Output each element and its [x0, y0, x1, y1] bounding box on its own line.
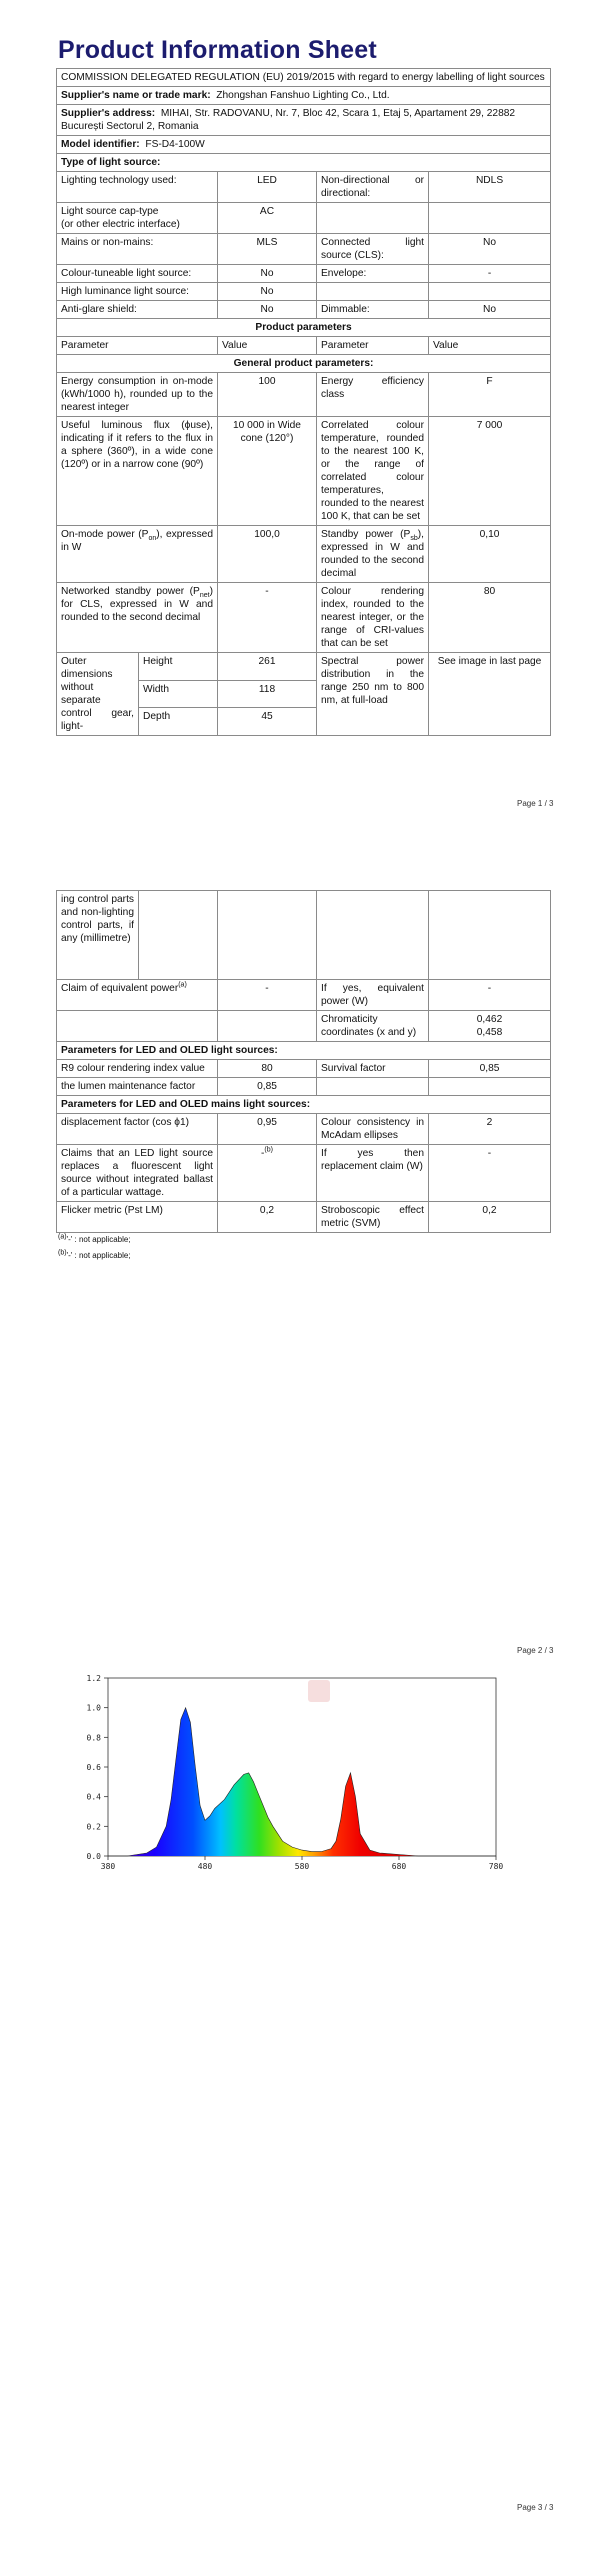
cct-label: Correlated colour temperature, rounded to the nearest 100 K, or the range of correlated colour temperatures, rounded to the nearest 100 K, that can be set	[317, 417, 429, 526]
replacement-value: -	[429, 1145, 551, 1202]
displacement-value: 0,95	[218, 1114, 317, 1145]
x-tick-label: 780	[488, 1862, 504, 1871]
page-number-2: Page 2 / 3	[517, 1646, 554, 1655]
y-tick-label: 0.2	[86, 1822, 101, 1832]
table-row	[57, 1060, 551, 1078]
networked-standby-value: -	[218, 583, 317, 653]
table-row	[57, 653, 551, 681]
column-header-parameter-2: Parameter	[317, 337, 429, 355]
dimensions-label: Outer dimensions without separate control gear, light-	[57, 653, 139, 736]
type-heading: Type of light source:	[57, 154, 551, 172]
x-tick-label: 480	[197, 1862, 213, 1871]
standby-power-label: Standby power $(P_{sb})$, expressed in W and rounded to the second decimal	[317, 526, 429, 583]
table-row	[57, 203, 551, 234]
cap-type-sublabel: (or other electric interface)	[61, 219, 180, 230]
mains-label: Mains or non-mains:	[57, 234, 218, 265]
spectral-power-chart	[60, 1668, 530, 1878]
replacement-label: If yes then replacement claim (W)	[317, 1145, 429, 1202]
lighting-tech-value: LED	[218, 172, 317, 203]
table-row	[57, 417, 551, 526]
luminous-flux-value: 10 000 in Wide cone (120°)	[218, 417, 317, 526]
product-params-heading: Product parameters	[57, 319, 551, 337]
survival-value: 0,85	[429, 1060, 551, 1078]
table-row	[57, 234, 551, 265]
r9-label: R9 colour rendering index value	[57, 1060, 218, 1078]
r9-value: 80	[218, 1060, 317, 1078]
cri-label: Colour rendering index, rounded to the nearest integer, or the range of CRI-values that can be set	[317, 583, 429, 653]
regulation-row	[57, 69, 551, 87]
cls-value: No	[429, 234, 551, 265]
x-tick-label: 580	[294, 1862, 310, 1871]
if-yes-power-label: If yes, equivalent power (W)	[317, 980, 429, 1011]
envelope-value: -	[429, 265, 551, 283]
led-params-heading: Parameters for LED and OLED light sources:	[57, 1042, 551, 1060]
equivalent-power-label: Claim of equivalent power$^{(a)}$	[57, 980, 218, 1011]
envelope-label: Envelope:	[317, 265, 429, 283]
cct-value: 7 000	[429, 417, 551, 526]
chromaticity-values	[429, 1011, 551, 1042]
general-params-heading: General product parameters:	[57, 355, 551, 373]
y-tick-label: 1.0	[86, 1703, 101, 1713]
energy-class-value: F	[429, 373, 551, 417]
flicker-label: Flicker metric (Pst LM)	[57, 1202, 218, 1233]
colour-consistency-label: Colour consistency in McAdam ellipses	[317, 1114, 429, 1145]
supplier-name-row	[57, 87, 551, 105]
table-row	[57, 980, 551, 1011]
stroboscopic-label: Stroboscopic effect metric (SVM)	[317, 1202, 429, 1233]
dimmable-label: Dimmable:	[317, 301, 429, 319]
supplier-name-label: Supplier's name or trade mark:	[61, 90, 211, 101]
spectral-label: Spectral power distribution in the range 250 nm to 800 nm, at full-load	[317, 653, 429, 736]
depth-label: Depth	[139, 708, 218, 736]
colour-tuneable-value: No	[218, 265, 317, 283]
y-tick-label: 0.0	[86, 1852, 101, 1861]
energy-consumption-value: 100	[218, 373, 317, 417]
high-luminance-label: High luminance light source:	[57, 283, 218, 301]
table-row	[57, 301, 551, 319]
luminous-flux-label: Useful luminous flux (ϕuse), indicating if it refers to the flux in a sphere (360º), in a wide cone (120º) or in a narrow cone (90º)	[57, 417, 218, 526]
supplier-address: MIHAI, Str. RADOVANU, Nr. 7, Bloc 42, Scara 1, Etaj 5, Apartament 29, 22882 București Sectorul 2, Romania	[61, 108, 516, 132]
non-directional-value: NDLS	[429, 172, 551, 203]
mains-params-heading: Parameters for LED and OLED mains light sources:	[57, 1096, 551, 1114]
claims-label: Claims that an LED light source replaces a fluorescent light source without integrated ballast of a particular wattage.	[57, 1145, 218, 1202]
lumen-maintenance-value: 0,85	[218, 1078, 317, 1096]
page-number-3: Page 3 / 3	[517, 2503, 554, 2512]
supplier-name: Zhongshan Fanshuo Lighting Co., Ltd.	[216, 90, 390, 101]
info-table-page2	[56, 890, 551, 1233]
energy-consumption-label: Energy consumption in on-mode (kWh/1000 h), rounded up to the nearest integer	[57, 373, 218, 417]
spd-area	[108, 1708, 496, 1856]
energy-class-label: Energy efficiency class	[317, 373, 429, 417]
survival-label: Survival factor	[317, 1060, 429, 1078]
on-mode-power-label: On-mode power $(P_{on})$, expressed in W	[57, 526, 218, 583]
lumen-maintenance-label: the lumen maintenance factor	[57, 1078, 218, 1096]
cls-label: Connected light source (CLS):	[317, 234, 429, 265]
table-row	[57, 891, 551, 980]
equivalent-power-value: -	[218, 980, 317, 1011]
y-tick-label: 0.8	[86, 1733, 101, 1743]
y-tick-label: 1.2	[86, 1674, 101, 1683]
table-row	[57, 1078, 551, 1096]
width-value: 118	[218, 680, 317, 708]
colour-consistency-value: 2	[429, 1114, 551, 1145]
spectral-value: See image in last page	[429, 653, 551, 736]
info-table-page1	[56, 68, 551, 736]
claims-value: -$^{(b)}$	[218, 1145, 317, 1202]
supplier-address-label: Supplier's address:	[61, 108, 156, 119]
table-row	[57, 1011, 551, 1042]
height-label: Height	[139, 653, 218, 681]
chromaticity-label: Chromaticity coordinates (x and y)	[317, 1011, 429, 1042]
non-directional-label: Non-directional or directional:	[317, 172, 429, 203]
colour-tuneable-label: Colour-tuneable light source:	[57, 265, 218, 283]
cap-type-value: AC	[218, 203, 317, 234]
table-row	[57, 1114, 551, 1145]
table-row	[57, 583, 551, 653]
column-header-value: Value	[218, 337, 317, 355]
dimmable-value: No	[429, 301, 551, 319]
regulation-text: COMMISSION DELEGATED REGULATION (EU) 2019/2015 with regard to energy labelling of light sources	[57, 69, 551, 87]
displacement-label: displacement factor (cos ϕ1)	[57, 1114, 218, 1145]
mains-value: MLS	[218, 234, 317, 265]
page2-table-container	[56, 890, 550, 1233]
flicker-value: 0,2	[218, 1202, 317, 1233]
column-header-row	[57, 337, 551, 355]
x-tick-label: 680	[391, 1862, 407, 1871]
anti-glare-value: No	[218, 301, 317, 319]
table-row	[57, 1145, 551, 1202]
footnote-b: $^{(b)}$'-' : not applicable;	[58, 1249, 131, 1260]
chromaticity-y: 0,458	[476, 1027, 503, 1038]
high-luminance-value: No	[218, 283, 317, 301]
model-identifier: FS-D4-100W	[145, 139, 205, 150]
depth-value: 45	[218, 708, 317, 736]
column-header-parameter: Parameter	[57, 337, 218, 355]
model-row	[57, 136, 551, 154]
page-title: Product Information Sheet	[58, 36, 377, 64]
table-row	[57, 1202, 551, 1233]
table-row	[57, 283, 551, 301]
if-yes-power-value: -	[429, 980, 551, 1011]
chromaticity-x: 0,462	[476, 1014, 503, 1025]
networked-standby-label: Networked standby power $(P_{net})$ for CLS, expressed in W and rounded to the second decimal	[57, 583, 218, 653]
width-label: Width	[139, 680, 218, 708]
standby-power-value: 0,10	[429, 526, 551, 583]
table-row	[57, 265, 551, 283]
model-label: Model identifier:	[61, 139, 140, 150]
table-row	[57, 172, 551, 203]
height-value: 261	[218, 653, 317, 681]
cap-type-label: Light source cap-type	[61, 206, 159, 217]
on-mode-power-value: 100,0	[218, 526, 317, 583]
y-tick-label: 0.4	[86, 1792, 101, 1802]
supplier-address-row	[57, 105, 551, 136]
x-tick-label: 380	[100, 1862, 116, 1871]
anti-glare-label: Anti-glare shield:	[57, 301, 218, 319]
chart-ticks	[87, 1674, 504, 1871]
column-header-value-2: Value	[429, 337, 551, 355]
y-tick-label: 0.6	[86, 1763, 101, 1772]
dimensions-label-continued: ing control parts and non-lighting control parts, if any (millimetre)	[57, 891, 139, 980]
footnote-a: $^{(a)}$'-' : not applicable;	[58, 1233, 131, 1244]
page1-table-container	[56, 68, 550, 736]
cri-value: 80	[429, 583, 551, 653]
table-row	[57, 373, 551, 417]
table-row	[57, 526, 551, 583]
lighting-tech-label: Lighting technology used:	[57, 172, 218, 203]
page-number-1: Page 1 / 3	[517, 799, 554, 808]
stroboscopic-value: 0,2	[429, 1202, 551, 1233]
